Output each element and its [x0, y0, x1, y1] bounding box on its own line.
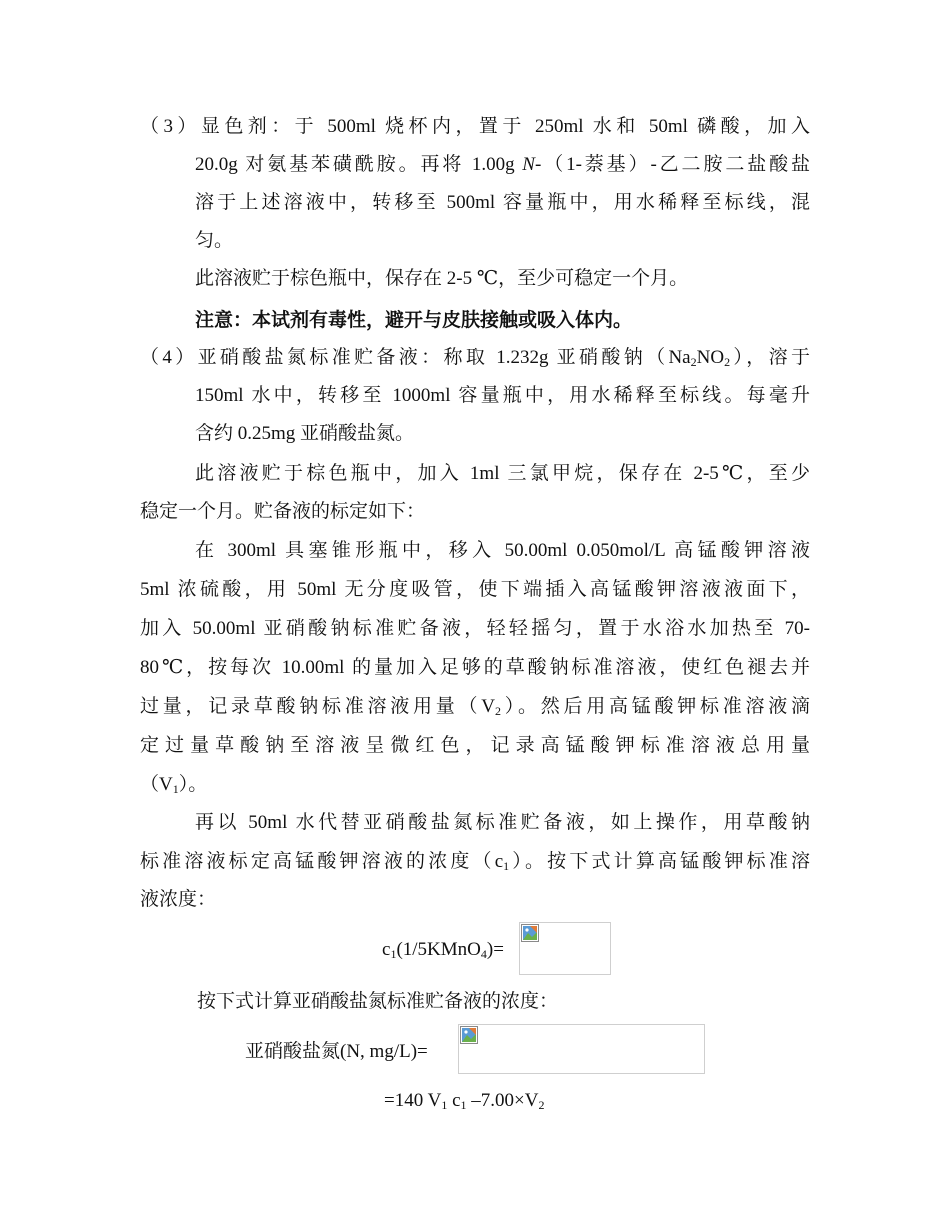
formula1-c: )=: [486, 939, 504, 960]
formula3-sub3: 2: [538, 1098, 545, 1112]
formula1-sub2: 4: [480, 947, 487, 961]
substitute-line2: [140, 850, 810, 874]
calibration-line4: 80℃，按每次 10.00ml 的量加入足够的草酸钠标准溶液，使红色褪去并: [140, 657, 810, 678]
item4-line3: 含约 0.25mg 亚硝酸盐氮。: [195, 423, 415, 444]
formula1-b: (1/5KMnO: [396, 939, 481, 960]
item4-line1-c: ），溶于: [730, 347, 810, 368]
formula3-a: =140 V: [384, 1090, 442, 1111]
item3-line3: 溶于上述溶液中，转移至 500ml 容量瓶中，用水稀释至标线，混: [195, 192, 810, 213]
item4-line1-a: （4）亚硝酸盐氮标准贮备液：称取 1.232g 亚硝酸钠（Na: [140, 347, 691, 368]
broken-image-icon: [460, 1026, 478, 1044]
calibration-line7-sub: 1: [172, 782, 179, 796]
substitute-line2-a: 标准溶液标定高锰酸钾溶液的浓度（c: [140, 851, 504, 872]
formula1: [382, 938, 504, 962]
broken-image-icon: [521, 924, 539, 942]
item4-line1-sub2: 2: [724, 355, 731, 369]
item3-line4: 匀。: [195, 230, 234, 251]
item4-line1-sub1: 2: [690, 355, 697, 369]
formula1-a: c: [382, 939, 391, 960]
formula1-image-placeholder: [519, 922, 611, 975]
item3-line2: [195, 153, 810, 177]
formula2-intro: 按下式计算亚硝酸盐氮标准贮备液的浓度：: [197, 991, 559, 1012]
formula3-b: c: [447, 1090, 461, 1111]
formula3-c: –7.00×V: [466, 1090, 539, 1111]
formula2-image-placeholder: [458, 1024, 705, 1074]
calibration-line3: 加入 50.00ml 亚硝酸钠标准贮备液，轻轻摇匀，置于水浴水加热至 70-: [140, 618, 810, 639]
calibration-line7-b: ）。: [178, 774, 208, 795]
calibration-line5-a: 过量，记录草酸钠标准溶液用量（V: [140, 696, 495, 717]
substitute-line2-sub: 1: [503, 859, 510, 873]
calibration-line6: 定过量草酸钠至溶液呈微红色，记录高锰酸钾标准溶液总用量: [140, 735, 810, 756]
substitute-line1: 再以 50ml 水代替亚硝酸盐氮标准贮备液，如上操作，用草酸钠: [195, 812, 810, 833]
calibration-line7: [140, 773, 207, 797]
substitute-line2-b: ）。按下式计算高锰酸钾标准溶: [509, 851, 810, 872]
formula3-sub2: 1: [460, 1098, 467, 1112]
calibration-line1: 在 300ml 具塞锥形瓶中，移入 50.00ml 0.050mol/L 高锰酸钾溶液: [195, 540, 810, 561]
item3-line2-a: 20.0g 对氨基苯磺酰胺。再将 1.00g: [195, 154, 523, 175]
item4-storage-line2: 稳定一个月。贮备液的标定如下：: [140, 501, 426, 522]
substitute-line3: 液浓度：: [140, 889, 217, 910]
calibration-line2: 5ml 浓硫酸，用 50ml 无分度吸管，使下端插入高锰酸钾溶液液面下，: [140, 579, 810, 600]
formula2-label: 亚硝酸盐氮(N, mg/L)=: [245, 1041, 428, 1062]
item4-storage-line1: 此溶液贮于棕色瓶中，加入 1ml 三氯甲烷，保存在 2-5℃，至少: [195, 463, 810, 484]
item4-line2: 150ml 水中，转移至 1000ml 容量瓶中，用水稀释至标线。每毫升: [195, 385, 810, 406]
formula1-sub1: 1: [390, 947, 397, 961]
formula3: [384, 1089, 544, 1113]
item3-line2-b: -（1-萘基）-乙二胺二盐酸盐: [534, 154, 810, 175]
calibration-line5-sub: 2: [494, 704, 501, 718]
item4-line1-b: NO: [696, 347, 725, 368]
calibration-line5: [140, 695, 810, 719]
calibration-line5-b: ）。然后用高锰酸钾标准溶液滴: [500, 696, 810, 717]
item3-storage: 此溶液贮于棕色瓶中，保存在 2-5 ℃，至少可稳定一个月。: [195, 268, 689, 289]
item3-warning: 注意：本试剂有毒性，避开与皮肤接触或吸入体内。: [195, 310, 633, 331]
calibration-line7-a: （V: [140, 774, 173, 795]
item3-line2-italic: N: [522, 154, 535, 175]
item4-line1: [140, 346, 810, 370]
item3-line1: （3）显色剂：于 500ml 烧杯内，置于 250ml 水和 50ml 磷酸，加入: [140, 116, 810, 137]
formula3-sub1: 1: [441, 1098, 448, 1112]
